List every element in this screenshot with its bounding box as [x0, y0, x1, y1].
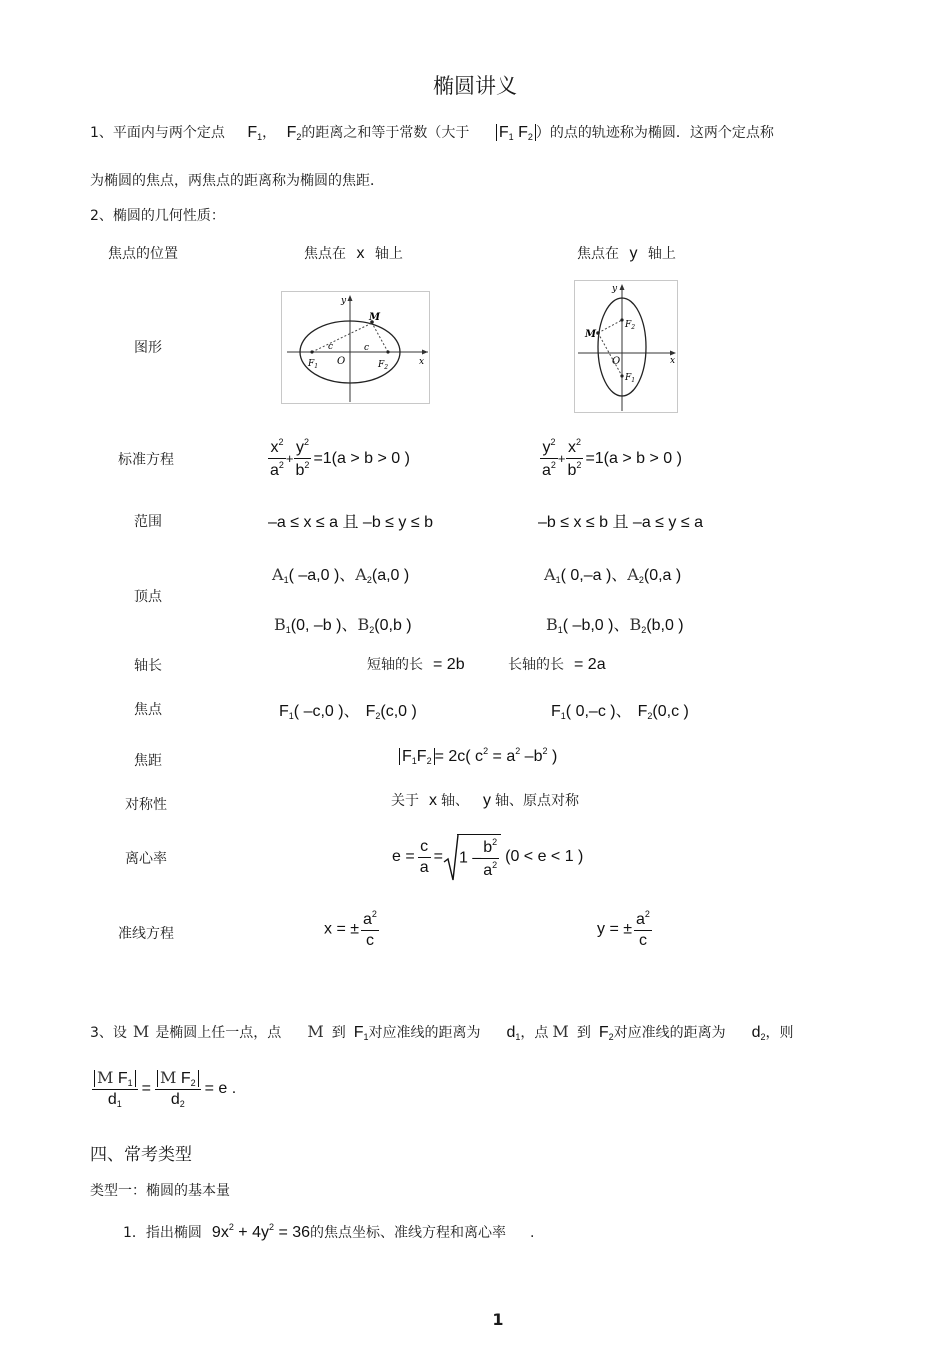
directrix-x-axis: x = ± $\frac{a^2}{c}$: [324, 909, 377, 949]
eq-x-frac2: $\frac{y^2}{b^2}$: [295, 437, 310, 479]
row-label-directrix: 准线方程: [118, 926, 174, 942]
symmetry-text: 关于 x 轴、 y 轴、原点对称: [391, 792, 579, 809]
range-x-axis: –a ≤ x ≤ a 且 –b ≤ y ≤ b: [268, 514, 433, 531]
fig-y-ylabel: y: [612, 284, 618, 294]
ellipse-figure-y-axis: [574, 280, 678, 413]
fig-x-xlabel: x: [419, 357, 425, 367]
fig-x-f2: $F_2$: [378, 360, 389, 371]
equation-y-axis: $\frac{y^2}{a^2}$ + $\frac{x^2}{b^2}$ =1(a > b > 0 ): [542, 437, 682, 479]
definition-line-1: [90, 122, 774, 142]
eq-y-frac2: $\frac{x^2}{b^2}$: [567, 437, 582, 479]
vertex-y-b: $B_1$( –b,0 )、$B_2(b,0$ ): [546, 615, 684, 635]
fig-y-xlabel: x: [670, 356, 676, 366]
geometry-heading: 2、椭圆的几何性质：: [90, 208, 225, 224]
eq-x-rest: =1(a > b > 0 ): [313, 449, 410, 467]
vertex-x-a: $A_1$( –a,0 )、$A_2(a,0$ ): [272, 565, 410, 585]
focus-x-axis: $F_1$( –c,0 )、 $F_2(c,0$ ): [279, 703, 417, 721]
fig-x-ylabel: y: [341, 296, 347, 306]
radical-sign-icon: [443, 834, 459, 884]
focal-distance: $F_1F_2 = 2c$( $c^2 = a^2$ $-b^2$ ): [399, 746, 557, 766]
question-1: 1．指出椭圆 $9x^2 + 4y^2 = 36$的焦点坐标、准线方程和离心率 .: [123, 1222, 535, 1241]
row-label-symmetry: 对称性: [125, 797, 167, 813]
row-label-figure: 图形: [134, 340, 162, 356]
directrix-y-axis: y = ± $\frac{a^2}{c}$: [597, 909, 650, 949]
focus-f2: $F_2$: [286, 124, 302, 142]
equation-x-axis: $\frac{x^2}{a^2}$ + $\frac{y^2}{b^2}$ =1(a > b > 0 ): [270, 437, 410, 479]
focus-f1: $F_1$: [247, 124, 263, 142]
axis-long: 长轴的长 = 2a: [508, 656, 606, 673]
definition-text-b: 的距离之和等于常数（大于: [301, 125, 470, 141]
row-label-axis: 轴长: [134, 658, 162, 674]
eq-x-frac1: $\frac{x^2}{a^2}$: [270, 437, 284, 479]
comma: ，: [262, 125, 277, 141]
vertex-y-a: $A_1$( 0,–a )、$A_2(0,a$ ): [544, 565, 682, 585]
ellipse-x-svg: [281, 291, 430, 404]
type-one-heading: 类型一：椭圆的基本量: [90, 1183, 230, 1199]
eq-y-frac1: $\frac{y^2}{a^2}$: [542, 437, 556, 479]
section-common-types: 四、常考类型: [90, 1145, 192, 1165]
axis-short: 短轴的长 = 2b: [367, 656, 465, 673]
col-label-position: 焦点的位置: [108, 246, 178, 262]
row-label-range: 范围: [134, 514, 162, 530]
fig-y-origin: O: [612, 356, 621, 367]
fig-x-f1: $F_1$: [308, 359, 319, 370]
sqrt-radical: 1 – $\frac{b^2}{a^2}$: [443, 834, 501, 880]
row-label-eccentricity: 离心率: [125, 851, 167, 867]
row-label-focal: 焦距: [134, 753, 162, 769]
definition-line-2: 为椭圆的焦点，两焦点的距离称为椭圆的焦距．: [90, 173, 384, 189]
definition-text-a: 1、平面内与两个定点: [90, 125, 225, 141]
row-label-vertex: 顶点: [134, 589, 162, 605]
ratio-formula: $\frac{M F_1}{d_1}$ = $\frac{M F_2}{d_2}$ = e .: [92, 1068, 236, 1109]
focus-y-axis: $F_1$( 0,–c )、 $F_2(0,c$ ): [551, 703, 689, 721]
col-header-y: 焦点在 y 轴上: [577, 245, 676, 262]
row-label-equation: 标准方程: [118, 452, 174, 468]
fig-y-f1: $F_1$: [625, 373, 636, 384]
fig-y-point-m: M: [585, 329, 597, 340]
fig-y-f2: $F_2$: [625, 320, 636, 331]
fig-x-origin: O: [337, 356, 346, 367]
eq-y-rest: =1(a > b > 0 ): [585, 449, 682, 467]
ellipse-figure-x-axis: [281, 291, 430, 404]
range-y-axis: –b ≤ x ≤ b 且 –a ≤ y ≤ a: [538, 514, 703, 531]
fig-x-point-m: M: [369, 312, 381, 323]
col-header-x: 焦点在 x 轴上: [304, 245, 403, 262]
vertex-x-b: $B_1(0$, –b )、$B_2(0,b$ ): [274, 615, 412, 635]
abs-f1f2: $F_1$ $F_2$: [496, 124, 536, 141]
ellipse-y-svg: [574, 280, 678, 413]
fig-x-c-right: c: [364, 343, 370, 353]
second-definition-line: 3、设 M 是椭圆上任一点，点 M 到 $F_1$对应准线的距离为 $d_1$，点 M 到 $F_2$对应准线的距离为 $d_2$，则: [90, 1022, 794, 1042]
eccentricity-formula: e = $\frac{c}{a}$ = 1 – $\frac{b^2}{a^2}$ (0 < e < 1 ): [392, 834, 583, 880]
page-title: 椭圆讲义: [433, 74, 517, 98]
row-label-focus: 焦点: [134, 702, 162, 718]
fig-x-c-left: c: [328, 342, 334, 352]
definition-text-c: ）的点的轨迹称为椭圆．这两个定点称: [535, 125, 774, 141]
page-number: 1: [492, 1310, 504, 1329]
